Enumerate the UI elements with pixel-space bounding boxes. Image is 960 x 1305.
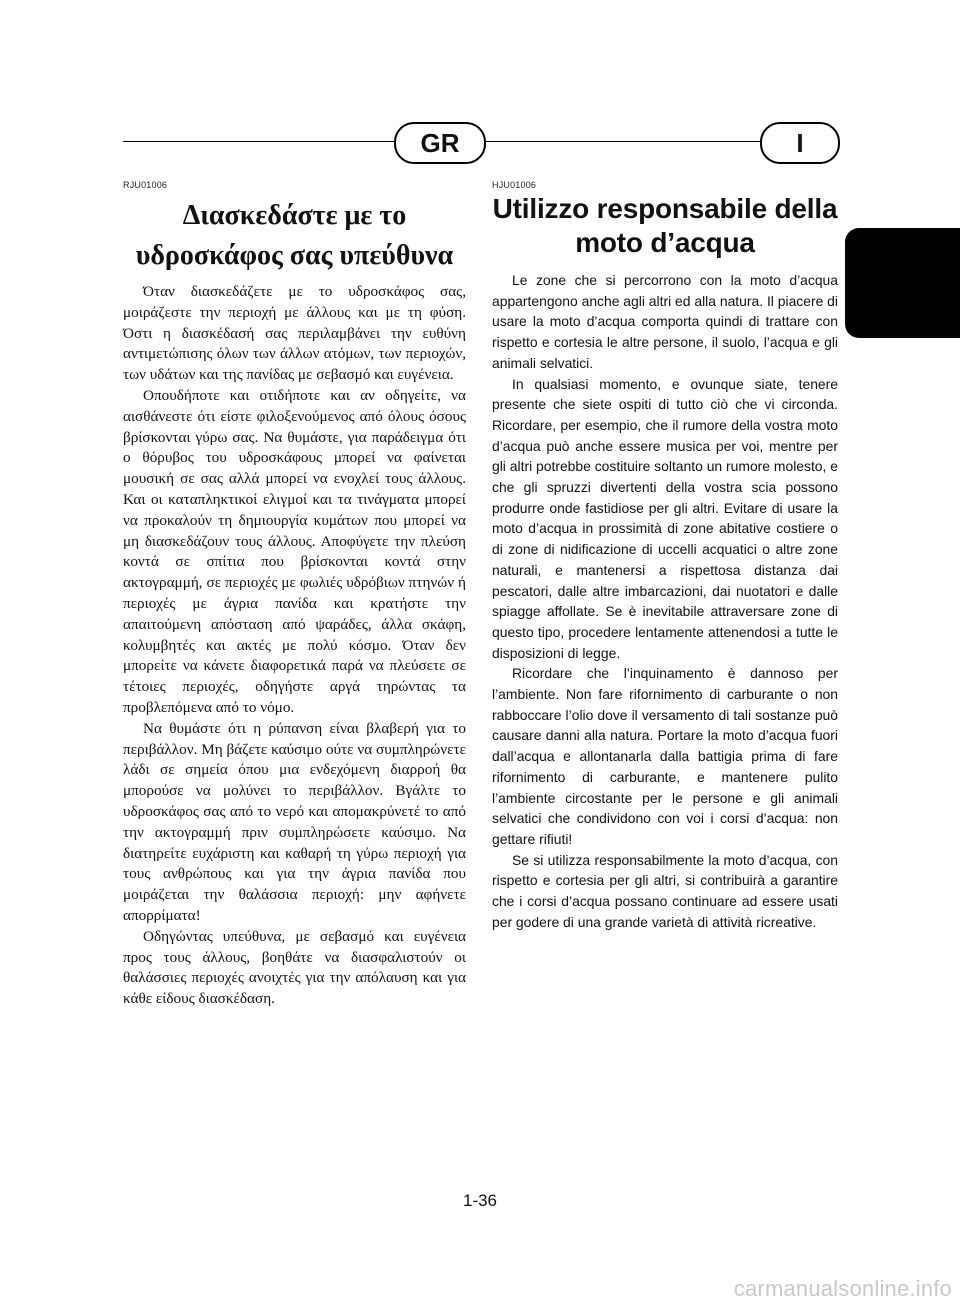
italian-paragraph: Ricordare che l’inquinamento è dannoso per l’ambiente. Non fare rifornimento di carburante o non rabboccare l’olio dove il versamento di tali sostanze può causare danni alla natura. Portare la moto d’acqua fuori dall’acqua e allontanarla dalla battigia prima di fare rifornimento di carburante, e mantenere pulito l’ambiente circostante per le persone e gli animali selvatici che condividono con voi i corsi d’acqua: non gettare rifiuti!: [492, 665, 838, 847]
greek-paragraph: Να θυμάστε ότι η ρύπανση είναι βλαβερή για το περιβάλλον. Μη βάζετε καύσιμο ούτε να συμπληρώνετε λάδι σε σημεία όπου μια ενδεχόμενη διαρροή θα μπορούσε να μολύνει το περιβάλλον. Βγάλτε το υδροσκάφος σας από το νερό και απομακρύνετέ το από την ακτογραμμή πριν συμπληρώσετε καύσιμο. Να διατηρείτε ευχάριστη και καθαρή τη γύρω περιοχή για τους ανθρώπους και για την άγρια πανίδα που μοιράζεται την θαλάσσια περιοχή: μην αφήνετε απορρίματα!: [123, 719, 466, 924]
page-number: 1-36: [462, 1191, 498, 1210]
section-thumb-tab: [845, 228, 960, 338]
italian-title-line-2: moto d’acqua: [575, 227, 755, 258]
greek-paragraph: Οδηγώντας υπεύθυνα, με σεβασμό και ευγένεια προς τους άλλους, βοηθάτε να διασφαλιστούν οι θαλάσσιες περιοχές ανοιχτές για την απόλαυση και για κάθε είδους διασκέδαση.: [123, 927, 466, 1008]
greek-title-line-2: υδροσκάφος σας υπεύθυνα: [135, 240, 454, 271]
italian-column: [492, 180, 838, 933]
italian-section-code: HJU01006: [492, 180, 537, 190]
language-header: [0, 122, 960, 162]
italian-paragraph: Le zone che si percorrono con la moto d’acqua appartengono anche agli altri ed alla natura. Il piacere di usare la moto d’acqua comporta quindi di trattare con rispetto e cortesia le altre persone, il suolo, l’acqua e gli animali selvatici.: [492, 272, 838, 371]
italian-title-line-1: Utilizzo responsabile della: [492, 193, 838, 224]
language-tab-greek: GR: [394, 122, 486, 164]
greek-title-line-1: Διασκεδάστε με το: [182, 200, 407, 231]
greek-paragraph: Οπουδήποτε και οτιδήποτε και αν οδηγείτε, να αισθάνεστε ότι είστε φιλοξενούμενος από όλους όσους βρίσκονται γύρω σας. Να θυμάστε, για παράδειγμα ότι ο θόρυβος του υδροσκάφους μπορεί να φαίνεται μουσική σε σας αλλά μπορεί να ενοχλεί τους άλλους. Και οι καταπληκτικοί ελιγμοί και τα τινάγματα μπορεί να προκαλούν τη δημιουργία κυμάτων που μπορεί να μη διασκεδάζουν τους άλλους. Αποφύγετε την πλεύση κοντά σε σπίτια που βρίσκονται κοντά στην ακτογραμμή, σε περιοχές με φωλιές υδρόβιων πτηνών ή περιοχές με άγρια πανίδα και κρατήστε την απαιτούμενη απόσταση από ψαράδες, άλλα σκάφη, κολυμβητές και ακτές με πολύ κόσμο. Όταν δεν μπορείτε να κάνετε διαφορετικά παρά να πλεύσετε σε τέτοιες περιοχές, οδηγήστε αργά τηρώντας τα προβλεπόμενα από το νόμο.: [123, 386, 466, 716]
watermark: carmanualsonline.info: [733, 1276, 952, 1301]
greek-column: [123, 180, 466, 1010]
italian-paragraph: Se si utilizza responsabilmente la moto d’acqua, con rispetto e cortesia per gli altri, si contribuirà a garantire che i corsi d’acqua possano continuare ad essere usati per godere di una grande varietà di attività ricreative.: [492, 851, 838, 930]
italian-section-title: [492, 192, 838, 260]
greek-section-title: [123, 196, 466, 276]
greek-section-code: RJU01006: [123, 180, 168, 190]
italian-paragraph: In qualsiasi momento, e ovunque siate, tenere presente che siete ospiti di tutto ciò che vi circonda. Ricordare, per esempio, che il rumore della vostra moto d’acqua può anche essere musica per voi, mentre per gli altri potrebbe costituire soltanto un rumore molesto, e che gli spruzzi divertenti della vostra scia possono produrre onde fastidiose per gli altri. Evitare di usare la moto d’acqua in prossimità di zone abitative costiere o di zone di nidificazione di uccelli acquatici o altre zone naturali, e mantenersi a rispettosa distanza dai pescatori, dalle altre imbarcazioni, dai nuotatori e dalle spiagge affollate. Se è inevitabile attraversare zone di questo tipo, procedere lentamente attenendosi a tutte le disposizioni di legge.: [492, 375, 838, 661]
greek-paragraph: Όταν διασκεδάζετε με το υδροσκάφος σας, μοιράζεστε την περιοχή με άλλους και με τη φύση. Όστι η διασκέδασή σας περιλαμβάνει την ευθύνη αντιμετώπισης όλων των άλλων ατόμων, των περιοχών, των υδάτων και της πανίδας με σεβασμό και ευγένεια.: [123, 283, 466, 384]
language-tab-italian: I: [760, 122, 840, 164]
